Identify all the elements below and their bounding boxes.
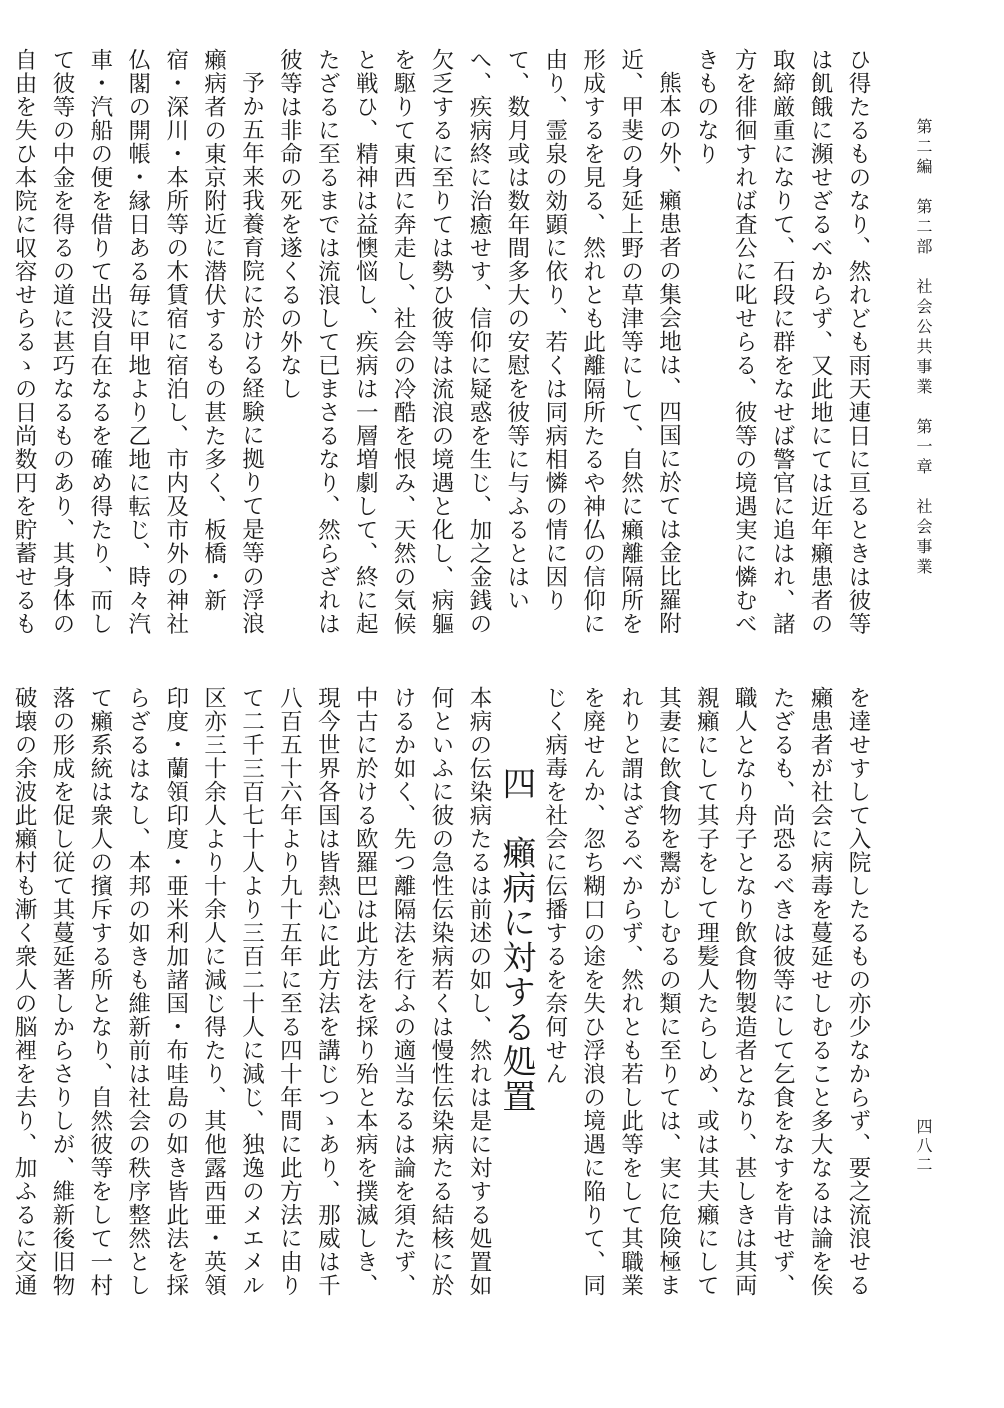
running-head: 第二編 第二部 社会公共事業 第一章 社会事業 xyxy=(914,118,933,578)
section-heading: 四 癩病に対する処置 xyxy=(496,766,536,1114)
continued-paragraph: を達せすして入院したるもの亦少なからず、要之流浪せる癩患者が社会に病毒を蔓延せしむること多大なるは論を俟たざるも、尚恐るべきは彼等にして乞食をなすを肯せず、職人となり舟子となり飲食物製造者となり、甚しきは其両親癩にして其子をして理髪人たらしめ、或は其夫癩にして其妻に飲食物を鬻がしむるの類に至りては、実に危険極まれりと謂はざるべからず、然れとも若し此等をして其職業を廃せんか、忽ち糊口の途を失ひ浮浪の境遇に陥りて、同じく病毒を社会に伝播するを奈何せん xyxy=(541,686,871,1297)
body-paragraph: ひ得たるものなり、然れども雨天連日に亘るときは彼等は飢餓に瀕せざるべからず、又此地にては近年癩患者の取締厳重になりて、石段に群をなせば警官に追はれ、諸方を徘徊すれば査公に叱せらる、彼等の境遇実に憐むべきものなり xyxy=(693,48,871,636)
body-paragraph: 予か五年来我養育院に於ける経験に拠りて是等の浮浪癩病者の東京附近に潜伏するもの甚た多く、板橋・新宿・深川・本所等の木賃宿に宿泊し、市内及市外の神社仏閣の開帳・縁日ある毎に甲地より乙地に転じ、時々汽車・汽船の便を借りて出没自在なるを確め得たり、而して彼等の中金を得るの道に甚巧なるものあり、其身体の自由を失ひ本院に収容せらるゝの日尚数円を貯蓄せるも xyxy=(11,48,265,636)
body-paragraph: 本病の伝染病たるは前述の如し、然れは是に対する処置如何といふに彼の急性伝染病若くは慢性伝染病たる結核に於けるか如く、先つ離隔法を行ふの適当なるは論を須たず、中古に於ける欧羅巴は此方法を採り殆と本病を撲滅しき、現今世界各国は皆熱心に此方法を講じつゝあり、那威は千八百五十六年より九十五年に至る四十年間に此方法に由りて二千三百七十人より三百二十人に減じ、独逸のメエメル区亦三十余人より十余人に減じ得たり、其他露西亜・英領印度・蘭領印度・亜米利加諸国・布哇島の如き皆此法を採らざるはなし、本邦の如きも維新前は社会の秩序整然として癩系統は衆人の擯斥する所となり、自然彼等をして一村落の形成を促し従て其蔓延著しからさりしが、維新後旧物破壊の余波此癩村も漸く衆人の脳裡を去り、加ふるに交通 xyxy=(11,686,492,1297)
page-number: 四八二 xyxy=(914,1118,933,1175)
lower-text-block xyxy=(11,686,876,1316)
upper-text-block xyxy=(11,48,876,648)
body-paragraph: 熊本の外、癩患者の集会地は、四国に於ては金比羅附近、甲斐の身延上野の草津等にして、自然に癩離隔所を形成するを見る、然れとも此離隔所たるや神仏の信仰に由り、霊泉の効顕に依り、若くは同病相憐の情に因りて、数月或は数年間多大の安慰を彼等に与ふるとはいへ、疾病終に治癒せす、信仰に疑惑を生じ、加之金銭の欠乏するに至りては勢ひ彼等は流浪の境遇と化し、病軀を駆りて東西に奔走し、社会の冷酷を恨み、天然の気候と戦ひ、精神は益懊悩し、疾病は一層増劇して、終に起たざるに至るまでは流浪して已まさるなり、然らざれは彼等は非命の死を遂くるの外なし xyxy=(276,48,682,636)
